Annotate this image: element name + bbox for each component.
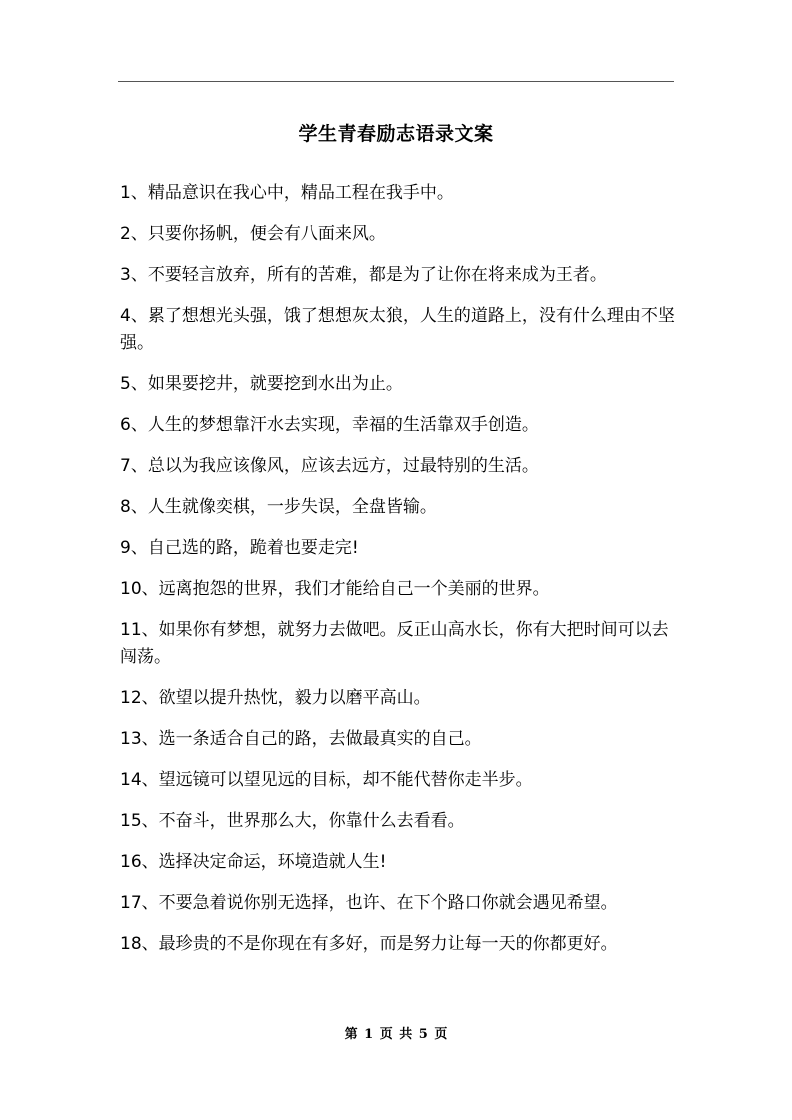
quote-item: 9、自己选的路，跪着也要走完!	[120, 538, 359, 558]
page-footer: 第 1 页 共 5 页	[344, 1027, 448, 1042]
quote-item: 18、最珍贵的不是你现在有多好，而是努力让每一天的你都更好。	[120, 934, 618, 954]
quote-item: 15、不奋斗，世界那么大，你靠什么去看看。	[120, 811, 465, 831]
quote-item: 11、如果你有梦想，就努力去做吧。反正山高水长，你有大把时间可以去闯荡。	[120, 620, 669, 667]
quote-item: 1、精品意识在我心中，精品工程在我手中。	[120, 183, 454, 203]
quote-item: 13、选一条适合自己的路，去做最真实的自己。	[120, 729, 482, 749]
quote-item: 17、不要急着说你别无选择，也许、在下个路口你就会遇见希望。	[120, 893, 618, 913]
quote-item: 16、选择决定命运，环境造就人生!	[120, 852, 387, 872]
quote-item: 10、远离抱怨的世界，我们才能给自己一个美丽的世界。	[120, 579, 550, 599]
quote-item: 5、如果要挖井，就要挖到水出为止。	[120, 374, 403, 394]
quote-item: 3、不要轻言放弃，所有的苦难，都是为了让你在将来成为王者。	[120, 265, 607, 285]
header-rule	[118, 81, 674, 82]
quote-item: 7、总以为我应该像风，应该去远方，过最特别的生活。	[120, 456, 539, 476]
quote-item: 12、欲望以提升热忱，毅力以磨平高山。	[120, 688, 431, 708]
quote-item: 14、望远镜可以望见远的目标，却不能代替你走半步。	[120, 770, 533, 790]
quote-item: 8、人生就像奕棋，一步失误，全盘皆输。	[120, 497, 437, 517]
quote-list	[120, 180, 680, 972]
document-title: 学生青春励志语录文案	[298, 123, 494, 145]
quote-item: 2、只要你扬帆，便会有八面来风。	[120, 224, 386, 244]
quote-item: 4、累了想想光头强，饿了想想灰太狼，人生的道路上，没有什么理由不坚强。	[120, 306, 675, 353]
quote-item: 6、人生的梦想靠汗水去实现，幸福的生活靠双手创造。	[120, 415, 539, 435]
